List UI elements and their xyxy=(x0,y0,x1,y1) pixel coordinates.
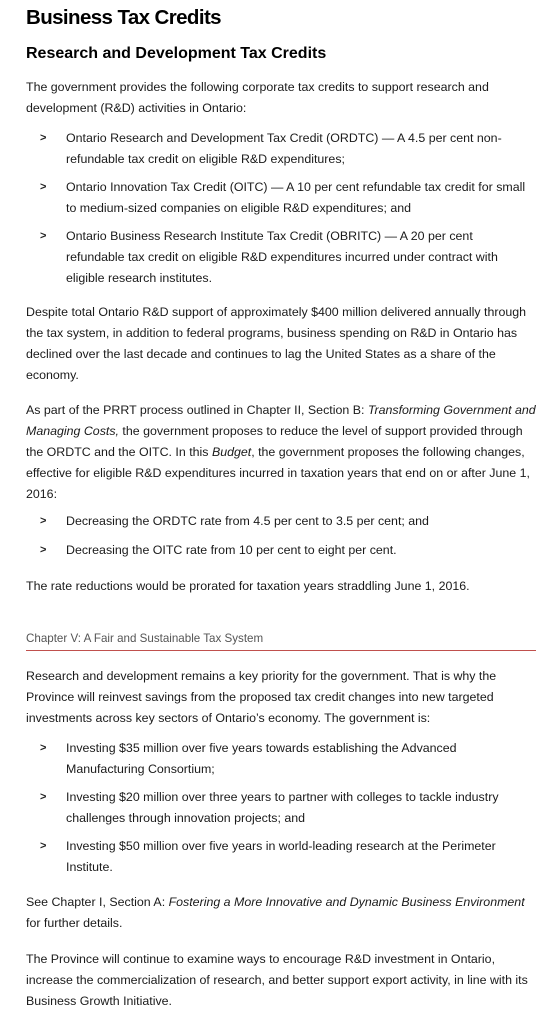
budget-reference: Budget xyxy=(211,445,252,459)
intro-paragraph: The government provides the following corporate tax credits to support research and development (R&D) activities in Ontario: xyxy=(26,80,489,115)
list-item xyxy=(40,226,530,289)
bullet-arrow-icon: > xyxy=(40,742,47,754)
prrt-text-3: , the government proposes the following changes, effective for eligible R&D expenditures incurred in taxation years that end on or after June 1, 2016: xyxy=(26,445,530,501)
prrt-text-2: the government proposes to reduce the level of support provided through the ORDTC and the OITC. In this xyxy=(26,424,523,459)
prrt-text-1: As part of the PRRT process outlined in Chapter II, Section B: xyxy=(26,403,368,417)
change-oitc: Decreasing the OITC rate from 10 per cent to eight per cent. xyxy=(66,543,397,557)
see-text-1: See Chapter I, Section A: xyxy=(26,895,169,909)
list-item xyxy=(40,540,530,561)
chapter-reference: Transforming Government and Managing Costs, xyxy=(26,403,536,438)
list-item xyxy=(40,128,530,170)
see-also-paragraph xyxy=(26,892,536,934)
final-paragraph: The Province will continue to examine ways to encourage R&D investment in Ontario, increase the commercialization of research, and better support export activity, in line with its Business Growth Initiative. xyxy=(26,952,528,1008)
see-text-2: for further details. xyxy=(26,916,123,930)
bullet-arrow-icon: > xyxy=(40,181,47,193)
bullet-arrow-icon: > xyxy=(40,544,47,556)
investment-consortium: Investing $35 million over five years towards establishing the Advanced Manufacturing Consortium; xyxy=(66,741,457,776)
section-title: Research and Development Tax Credits xyxy=(26,45,327,62)
investment-perimeter: Investing $50 million over five years in world-leading research at the Perimeter Institute. xyxy=(66,839,496,874)
list-item xyxy=(40,738,530,780)
list-item xyxy=(40,511,530,532)
bullet-arrow-icon: > xyxy=(40,132,47,144)
credit-oitc: Ontario Innovation Tax Credit (OITC) — A 10 per cent refundable tax credit for small to medium-sized companies on eligible R&D expenditures; and xyxy=(66,180,526,215)
chapter-i-reference: Fostering a More Innovative and Dynamic Business Environment xyxy=(168,895,525,909)
chapter-footer-label: Chapter V: A Fair and Sustainable Tax System xyxy=(26,632,536,651)
investment-colleges: Investing $20 million over three years to partner with colleges to tackle industry challenges through innovation projects; and xyxy=(66,790,499,825)
prorated-paragraph: The rate reductions would be prorated for taxation years straddling June 1, 2016. xyxy=(26,579,470,593)
bullet-arrow-icon: > xyxy=(40,515,47,527)
page-title: Business Tax Credits xyxy=(26,6,221,29)
bullet-arrow-icon: > xyxy=(40,840,47,852)
credit-ordtc: Ontario Research and Development Tax Credit (ORDTC) — A 4.5 per cent non-refundable tax credit on eligible R&D expenditures; xyxy=(66,131,502,166)
list-item xyxy=(40,787,530,829)
decline-paragraph: Despite total Ontario R&D support of approximately $400 million delivered annually through the tax system, in addition to federal programs, business spending on R&D in Ontario has declined over the last decade and continues to lag the United States as a share of the economy. xyxy=(26,305,527,382)
list-item xyxy=(40,836,530,878)
change-ordtc: Decreasing the ORDTC rate from 4.5 per cent to 3.5 per cent; and xyxy=(66,514,429,528)
priority-paragraph: Research and development remains a key priority for the government. That is why the Province will reinvest savings from the proposed tax credit changes into new targeted investments across key sectors of Ontario’s economy. The government is: xyxy=(26,669,497,725)
bullet-arrow-icon: > xyxy=(40,230,47,242)
bullet-arrow-icon: > xyxy=(40,791,47,803)
list-item xyxy=(40,177,530,219)
credit-obritc: Ontario Business Research Institute Tax Credit (OBRITC) — A 20 per cent refundable tax credit on eligible R&D expenditures incurred under contract with eligible research institutes. xyxy=(66,229,498,285)
prrt-paragraph xyxy=(26,400,536,505)
